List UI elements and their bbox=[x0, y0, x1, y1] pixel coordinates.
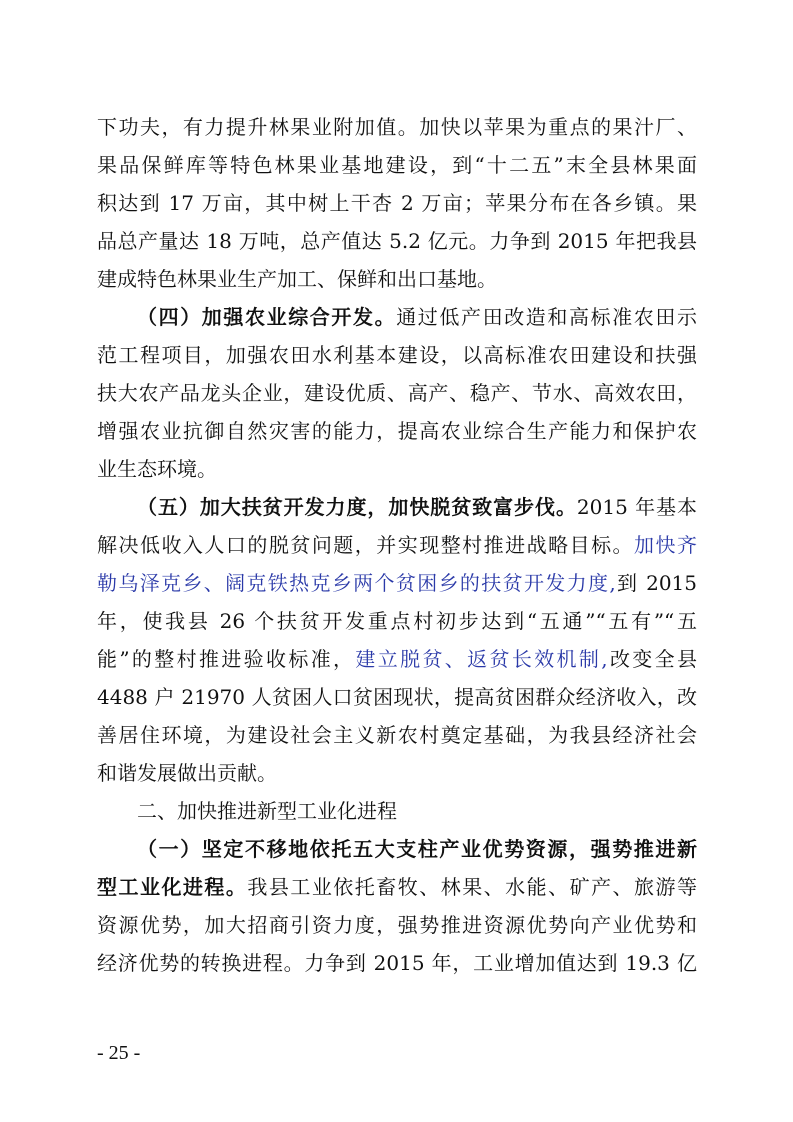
para1-line2: 果品保鲜库等特色林果业基地建设，到“十二五”末全县林果面 bbox=[97, 153, 697, 177]
para3-heading: （五）加大扶贫开发力度，加快脱贫致富步伐。 bbox=[137, 495, 577, 519]
para3-line2-text: 解决低收入人口的脱贫问题，并实现整村推进战略目标。 bbox=[97, 533, 635, 557]
para3-line4: 年，使我县 26 个扶贫开发重点村初步达到“五通”“五有”“五 bbox=[97, 609, 697, 633]
para3-line5-highlight: 建立脱贫、返贫长效机制, bbox=[355, 647, 608, 671]
para3-line3-highlight: 勒乌泽克乡、阔克铁热克乡两个贫困乡的扶贫开发力度, bbox=[97, 571, 616, 595]
para4-heading-part1: （一）坚定不移地依托五大支柱产业优势资源，强势推进新 bbox=[137, 837, 697, 861]
para1-line1: 下功夫，有力提升林果业附加值。加快以苹果为重点的果汁厂、 bbox=[97, 115, 697, 139]
para4-line4: 经济优势的转换进程。力争到 2015 年，工业增加值达到 19.3 亿 bbox=[97, 951, 697, 975]
para4-line2-text: 我县工业依托畜牧、林果、水能、矿产、旅游等 bbox=[247, 875, 698, 899]
para1-line4: 品总产量达 18 万吨，总产值达 5.2 亿元。力争到 2015 年把我县 bbox=[97, 229, 697, 253]
para2-line4: 增强农业抗御自然灾害的能力，提高农业综合生产能力和保护农 bbox=[97, 419, 697, 443]
para3-line3 bbox=[97, 570, 697, 596]
para3-line3-text: 到 2015 bbox=[615, 571, 698, 595]
para3-line8: 和谐发展做出贡献。 bbox=[97, 761, 277, 785]
para4-line1 bbox=[137, 836, 697, 862]
section-heading: 二、加快推进新型工业化进程 bbox=[137, 799, 397, 823]
para2-heading: （四）加强农业综合开发。 bbox=[137, 305, 397, 329]
para3-line5-text2: 改变全县 bbox=[607, 647, 698, 671]
para1-line3: 积达到 17 万亩，其中树上干杏 2 万亩；苹果分布在各乡镇。果 bbox=[97, 191, 697, 215]
para3-line5 bbox=[97, 646, 697, 672]
para3-line6: 4488 户 21970 人贫困人口贫困现状，提高贫困群众经济收入，改 bbox=[97, 685, 697, 709]
page-number: - 25 - bbox=[97, 1042, 141, 1064]
para3-line7: 善居住环境，为建设社会主义新农村奠定基础，为我县经济社会 bbox=[97, 723, 697, 747]
para1-line5: 建成特色林果业生产加工、保鲜和出口基地。 bbox=[97, 267, 497, 291]
para4-heading-part2: 型工业化进程。 bbox=[97, 875, 248, 899]
para2-line2: 范工程项目，加强农田水利基本建设，以高标准农田建设和扶强 bbox=[97, 343, 697, 367]
para2-line3: 扶大农产品龙头企业，建设优质、高产、稳产、节水、高效农田， bbox=[97, 381, 697, 405]
para3-line5-text: 能”的整村推进验收标准， bbox=[97, 647, 356, 671]
para3-line1-text: 2015 年基本 bbox=[576, 495, 698, 519]
para4-line2 bbox=[97, 874, 697, 900]
para3-line1 bbox=[137, 494, 697, 520]
para3-line2-highlight: 加快齐 bbox=[634, 533, 698, 557]
para2-line5: 业生态环境。 bbox=[97, 457, 217, 481]
para2-line1-text: 通过低产田改造和高标准农田示 bbox=[396, 305, 698, 329]
para4-line3: 资源优势，加大招商引资力度，强势推进资源优势向产业优势和 bbox=[97, 913, 697, 937]
para2-line1 bbox=[137, 304, 697, 330]
para3-line2 bbox=[97, 532, 697, 558]
